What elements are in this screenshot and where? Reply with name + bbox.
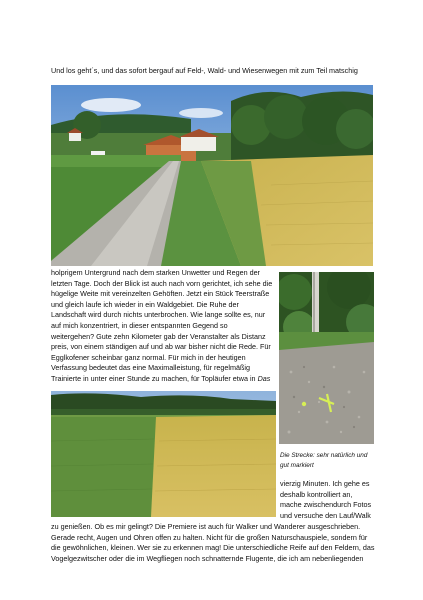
text-line: auf mich konzentriert, in dieser entspannten Gegend so [51,320,228,330]
text-line: preis, von einem ständigen auf und ab war bisher nicht die Rede. Für [51,342,271,352]
text-line: Vogelgezwitscher oder die im Wegfliegen noch schnatternde Flugente, die ich am nebenliegenden [51,553,364,563]
text-line: Verfassung bedeutet das eine Maximalleistung, für regelmäßig [51,363,250,373]
text-line: Gerade recht, Augen und Ohren offen zu halten. Nicht für die großen Naturschauspiele, sondern für [51,532,368,542]
body-paragraph-1 [51,268,277,385]
photo-caption: Die Strecke: sehr natürlich und gut markiert [280,452,368,469]
text-line: Landschaft wird durch nichts unterbrochen. Wie lange sollte es, nur [51,310,266,320]
text-line-last [51,374,277,385]
italic-word: Das [257,373,271,383]
photo-country-path [51,85,373,266]
text-line: letzten Tage. Doch der Blick ist auch nach vorn gerichtet, ich sehe die [51,278,273,288]
text-line-part: Trainierte in unter einer Stunde zu machen, für Topläufer etwa in [51,373,256,383]
intro-text: Und los geht´s, und das sofort bergauf auf Feld-, Wald- und Wiesenwegen mit zum Teil matschig [51,66,358,75]
body-paragraph-2 [280,479,376,521]
text-line: vierzig Minuten. Ich gehe es [280,479,370,488]
text-line: deshalb kontrolliert an, [280,489,353,499]
photo-fields-ripeness [51,391,276,517]
text-line: weitergehen? Gute zehn Kilometer gab der Veranstalter als Distanz [51,331,266,341]
text-line: und gleich laufe ich wieder in ein Waldgebiet. Die Ruhe der [51,299,239,309]
text-line: die gewöhnlichen, kleinen. Wer sie zu erkennen mag! Die unterschiedliche Reife auf den Feldern, das [51,543,375,553]
photo-gravel-path-marking [279,272,374,444]
text-line: Egglkofener scheinbar ganz normal. Für mich in der heutigen [51,352,246,362]
text-line: hügelige Weite mit vereinzelten Gehöften. Jetzt ein Stück Teerstraße [51,289,270,299]
text-line: und versuche den Lauf/Walk [280,510,371,520]
body-paragraph-3 [51,522,377,564]
text-line: mache zwischendurch Fotos [280,500,372,510]
text-line: zu genießen. Ob es mir gelingt? Die Premiere ist auch für Walker und Wanderer ausgeschrieben. [51,522,361,531]
text-line: holprigem Untergrund nach dem starken Unwetter und Regen der [51,268,260,277]
